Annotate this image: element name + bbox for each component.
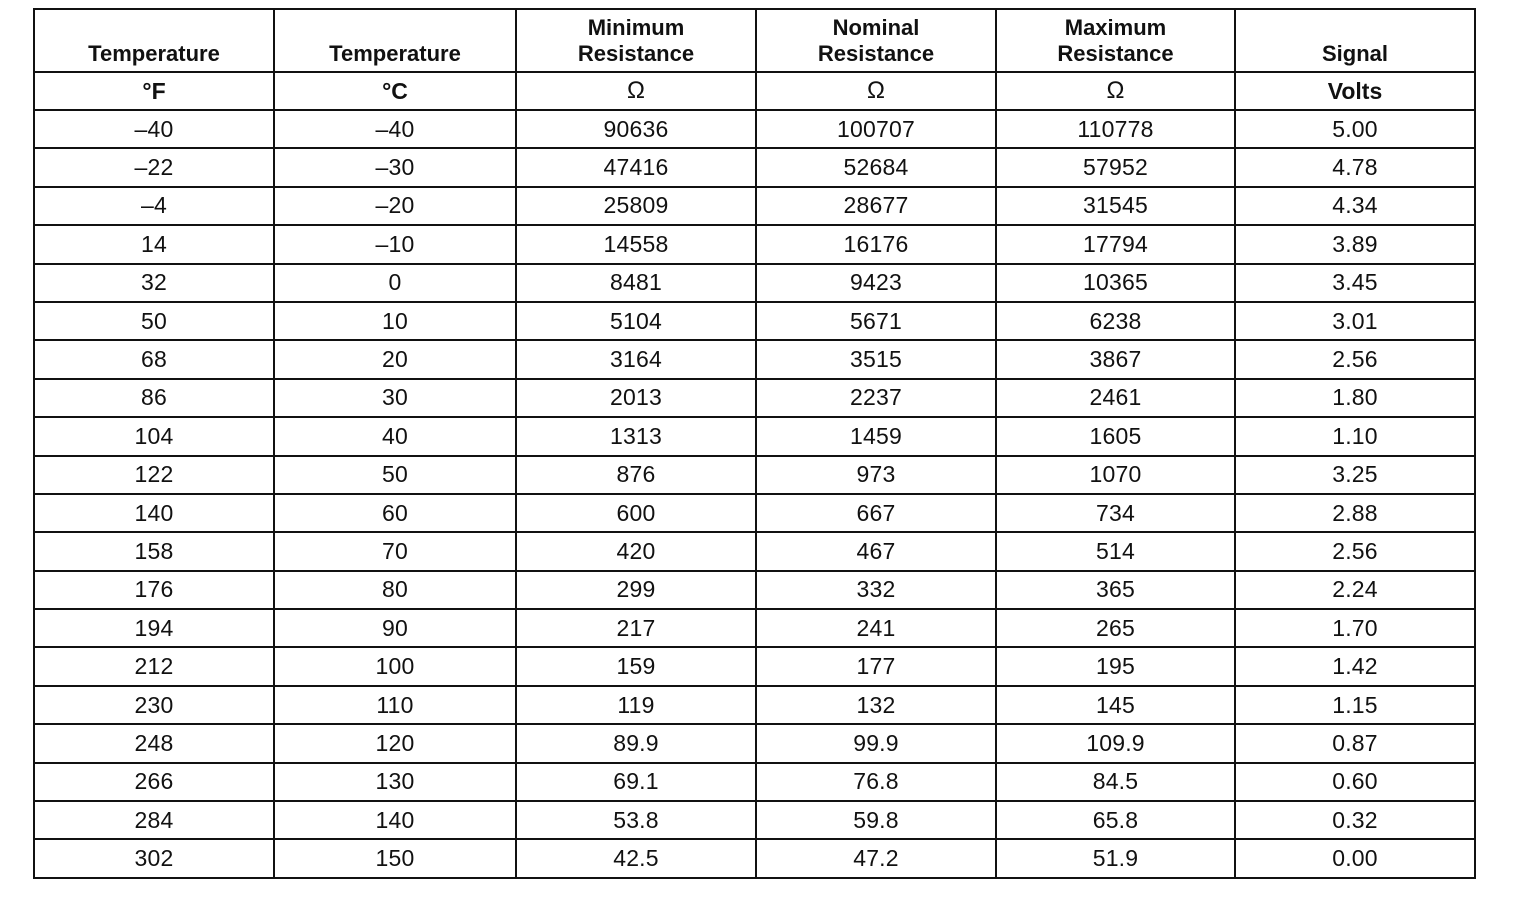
column-header-row xyxy=(34,9,1475,72)
cell-nominal-resistance: 28677 xyxy=(756,187,996,225)
header-line: Nominal xyxy=(832,15,920,40)
cell-signal-volts: 0.87 xyxy=(1235,724,1475,762)
cell-temp-f: 266 xyxy=(34,763,274,801)
cell-temp-c: 120 xyxy=(274,724,516,762)
cell-temp-c: 100 xyxy=(274,647,516,685)
cell-nominal-resistance: 100707 xyxy=(756,110,996,148)
cell-signal-volts: 1.10 xyxy=(1235,417,1475,455)
cell-signal-volts: 2.88 xyxy=(1235,494,1475,532)
cell-signal-volts: 2.56 xyxy=(1235,532,1475,570)
cell-max-resistance: 195 xyxy=(996,647,1235,685)
cell-temp-c: 30 xyxy=(274,379,516,417)
unit-fahrenheit: °F xyxy=(34,72,274,110)
cell-max-resistance: 31545 xyxy=(996,187,1235,225)
cell-nominal-resistance: 1459 xyxy=(756,417,996,455)
cell-temp-c: –20 xyxy=(274,187,516,225)
header-line: Signal xyxy=(1321,41,1388,66)
table-row xyxy=(34,456,1475,494)
cell-temp-c: 40 xyxy=(274,417,516,455)
cell-max-resistance: 109.9 xyxy=(996,724,1235,762)
cell-signal-volts: 3.45 xyxy=(1235,264,1475,302)
cell-signal-volts: 2.56 xyxy=(1235,340,1475,378)
cell-temp-f: 140 xyxy=(34,494,274,532)
table-row xyxy=(34,379,1475,417)
table-row xyxy=(34,494,1475,532)
cell-signal-volts: 1.15 xyxy=(1235,686,1475,724)
cell-signal-volts: 0.32 xyxy=(1235,801,1475,839)
cell-nominal-resistance: 5671 xyxy=(756,302,996,340)
cell-temp-c: –10 xyxy=(274,225,516,263)
table-row xyxy=(34,532,1475,570)
cell-nominal-resistance: 3515 xyxy=(756,340,996,378)
table-row xyxy=(34,264,1475,302)
cell-max-resistance: 6238 xyxy=(996,302,1235,340)
unit-celsius: °C xyxy=(274,72,516,110)
cell-signal-volts: 0.00 xyxy=(1235,839,1475,877)
cell-temp-c: 150 xyxy=(274,839,516,877)
table-row xyxy=(34,340,1475,378)
cell-temp-c: –40 xyxy=(274,110,516,148)
header-minimum-resistance xyxy=(516,9,756,72)
cell-nominal-resistance: 52684 xyxy=(756,148,996,186)
cell-min-resistance: 217 xyxy=(516,609,756,647)
cell-max-resistance: 3867 xyxy=(996,340,1235,378)
cell-nominal-resistance: 47.2 xyxy=(756,839,996,877)
cell-temp-f: 284 xyxy=(34,801,274,839)
cell-temp-f: 68 xyxy=(34,340,274,378)
cell-temp-f: 212 xyxy=(34,647,274,685)
cell-temp-f: 158 xyxy=(34,532,274,570)
cell-min-resistance: 14558 xyxy=(516,225,756,263)
table-row xyxy=(34,302,1475,340)
cell-min-resistance: 119 xyxy=(516,686,756,724)
cell-temp-c: 10 xyxy=(274,302,516,340)
cell-nominal-resistance: 59.8 xyxy=(756,801,996,839)
cell-signal-volts: 3.89 xyxy=(1235,225,1475,263)
cell-min-resistance: 420 xyxy=(516,532,756,570)
table-row xyxy=(34,110,1475,148)
cell-temp-c: –30 xyxy=(274,148,516,186)
cell-min-resistance: 47416 xyxy=(516,148,756,186)
table-row xyxy=(34,801,1475,839)
cell-signal-volts: 1.80 xyxy=(1235,379,1475,417)
table-header xyxy=(34,9,1475,110)
table-row xyxy=(34,724,1475,762)
cell-min-resistance: 8481 xyxy=(516,264,756,302)
cell-max-resistance: 365 xyxy=(996,571,1235,609)
cell-min-resistance: 53.8 xyxy=(516,801,756,839)
cell-min-resistance: 876 xyxy=(516,456,756,494)
header-line: Resistance xyxy=(577,41,695,66)
cell-min-resistance: 1313 xyxy=(516,417,756,455)
cell-temp-f: –40 xyxy=(34,110,274,148)
cell-temp-f: 50 xyxy=(34,302,274,340)
cell-nominal-resistance: 973 xyxy=(756,456,996,494)
cell-min-resistance: 159 xyxy=(516,647,756,685)
unit-volts: Volts xyxy=(1235,72,1475,110)
table-row xyxy=(34,187,1475,225)
cell-temp-c: 50 xyxy=(274,456,516,494)
cell-signal-volts: 4.34 xyxy=(1235,187,1475,225)
cell-temp-c: 70 xyxy=(274,532,516,570)
cell-min-resistance: 299 xyxy=(516,571,756,609)
table-row xyxy=(34,763,1475,801)
cell-signal-volts: 4.78 xyxy=(1235,148,1475,186)
cell-min-resistance: 89.9 xyxy=(516,724,756,762)
cell-temp-c: 0 xyxy=(274,264,516,302)
cell-nominal-resistance: 99.9 xyxy=(756,724,996,762)
header-nominal-resistance xyxy=(756,9,996,72)
header-line: Temperature xyxy=(329,41,461,66)
cell-signal-volts: 3.25 xyxy=(1235,456,1475,494)
cell-max-resistance: 110778 xyxy=(996,110,1235,148)
cell-max-resistance: 65.8 xyxy=(996,801,1235,839)
cell-nominal-resistance: 9423 xyxy=(756,264,996,302)
cell-temp-f: –22 xyxy=(34,148,274,186)
header-line: Minimum xyxy=(587,15,685,40)
cell-nominal-resistance: 2237 xyxy=(756,379,996,417)
table-body xyxy=(34,110,1475,878)
cell-temp-f: 248 xyxy=(34,724,274,762)
cell-max-resistance: 51.9 xyxy=(996,839,1235,877)
cell-max-resistance: 145 xyxy=(996,686,1235,724)
cell-temp-c: 140 xyxy=(274,801,516,839)
cell-signal-volts: 0.60 xyxy=(1235,763,1475,801)
cell-max-resistance: 10365 xyxy=(996,264,1235,302)
unit-ohm-minimum: Ω xyxy=(516,72,756,110)
cell-min-resistance: 69.1 xyxy=(516,763,756,801)
cell-nominal-resistance: 76.8 xyxy=(756,763,996,801)
unit-row xyxy=(34,72,1475,110)
header-temperature-f xyxy=(34,9,274,72)
table-row xyxy=(34,686,1475,724)
cell-nominal-resistance: 16176 xyxy=(756,225,996,263)
cell-signal-volts: 2.24 xyxy=(1235,571,1475,609)
cell-max-resistance: 17794 xyxy=(996,225,1235,263)
cell-temp-c: 90 xyxy=(274,609,516,647)
table-row xyxy=(34,647,1475,685)
table-row xyxy=(34,839,1475,877)
cell-min-resistance: 5104 xyxy=(516,302,756,340)
cell-max-resistance: 1605 xyxy=(996,417,1235,455)
unit-ohm-maximum: Ω xyxy=(996,72,1235,110)
cell-max-resistance: 265 xyxy=(996,609,1235,647)
table-row xyxy=(34,148,1475,186)
cell-temp-c: 20 xyxy=(274,340,516,378)
cell-max-resistance: 1070 xyxy=(996,456,1235,494)
cell-temp-c: 130 xyxy=(274,763,516,801)
cell-min-resistance: 25809 xyxy=(516,187,756,225)
cell-temp-f: 104 xyxy=(34,417,274,455)
cell-max-resistance: 57952 xyxy=(996,148,1235,186)
table-row xyxy=(34,417,1475,455)
cell-max-resistance: 514 xyxy=(996,532,1235,570)
cell-signal-volts: 1.70 xyxy=(1235,609,1475,647)
cell-max-resistance: 734 xyxy=(996,494,1235,532)
header-signal xyxy=(1235,9,1475,72)
cell-min-resistance: 42.5 xyxy=(516,839,756,877)
cell-temp-f: 32 xyxy=(34,264,274,302)
cell-temp-f: –4 xyxy=(34,187,274,225)
cell-signal-volts: 3.01 xyxy=(1235,302,1475,340)
cell-min-resistance: 600 xyxy=(516,494,756,532)
table-row xyxy=(34,609,1475,647)
cell-temp-f: 86 xyxy=(34,379,274,417)
cell-nominal-resistance: 667 xyxy=(756,494,996,532)
cell-temp-f: 122 xyxy=(34,456,274,494)
unit-ohm-nominal: Ω xyxy=(756,72,996,110)
header-maximum-resistance xyxy=(996,9,1235,72)
cell-nominal-resistance: 241 xyxy=(756,609,996,647)
cell-temp-f: 302 xyxy=(34,839,274,877)
cell-max-resistance: 84.5 xyxy=(996,763,1235,801)
cell-temp-c: 60 xyxy=(274,494,516,532)
cell-temp-f: 230 xyxy=(34,686,274,724)
cell-nominal-resistance: 332 xyxy=(756,571,996,609)
cell-temp-f: 176 xyxy=(34,571,274,609)
cell-nominal-resistance: 177 xyxy=(756,647,996,685)
temperature-resistance-table xyxy=(33,8,1476,879)
cell-nominal-resistance: 132 xyxy=(756,686,996,724)
header-line: Maximum xyxy=(1064,15,1167,40)
cell-temp-f: 14 xyxy=(34,225,274,263)
header-line: Resistance xyxy=(1057,41,1174,66)
header-temperature-c xyxy=(274,9,516,72)
temperature-resistance-table-container xyxy=(33,8,1474,879)
cell-min-resistance: 2013 xyxy=(516,379,756,417)
cell-min-resistance: 90636 xyxy=(516,110,756,148)
header-line: Temperature xyxy=(88,41,220,66)
cell-max-resistance: 2461 xyxy=(996,379,1235,417)
cell-signal-volts: 5.00 xyxy=(1235,110,1475,148)
cell-signal-volts: 1.42 xyxy=(1235,647,1475,685)
cell-temp-c: 80 xyxy=(274,571,516,609)
cell-temp-f: 194 xyxy=(34,609,274,647)
header-line: Resistance xyxy=(817,41,935,66)
cell-temp-c: 110 xyxy=(274,686,516,724)
cell-nominal-resistance: 467 xyxy=(756,532,996,570)
table-row xyxy=(34,571,1475,609)
cell-min-resistance: 3164 xyxy=(516,340,756,378)
table-row xyxy=(34,225,1475,263)
